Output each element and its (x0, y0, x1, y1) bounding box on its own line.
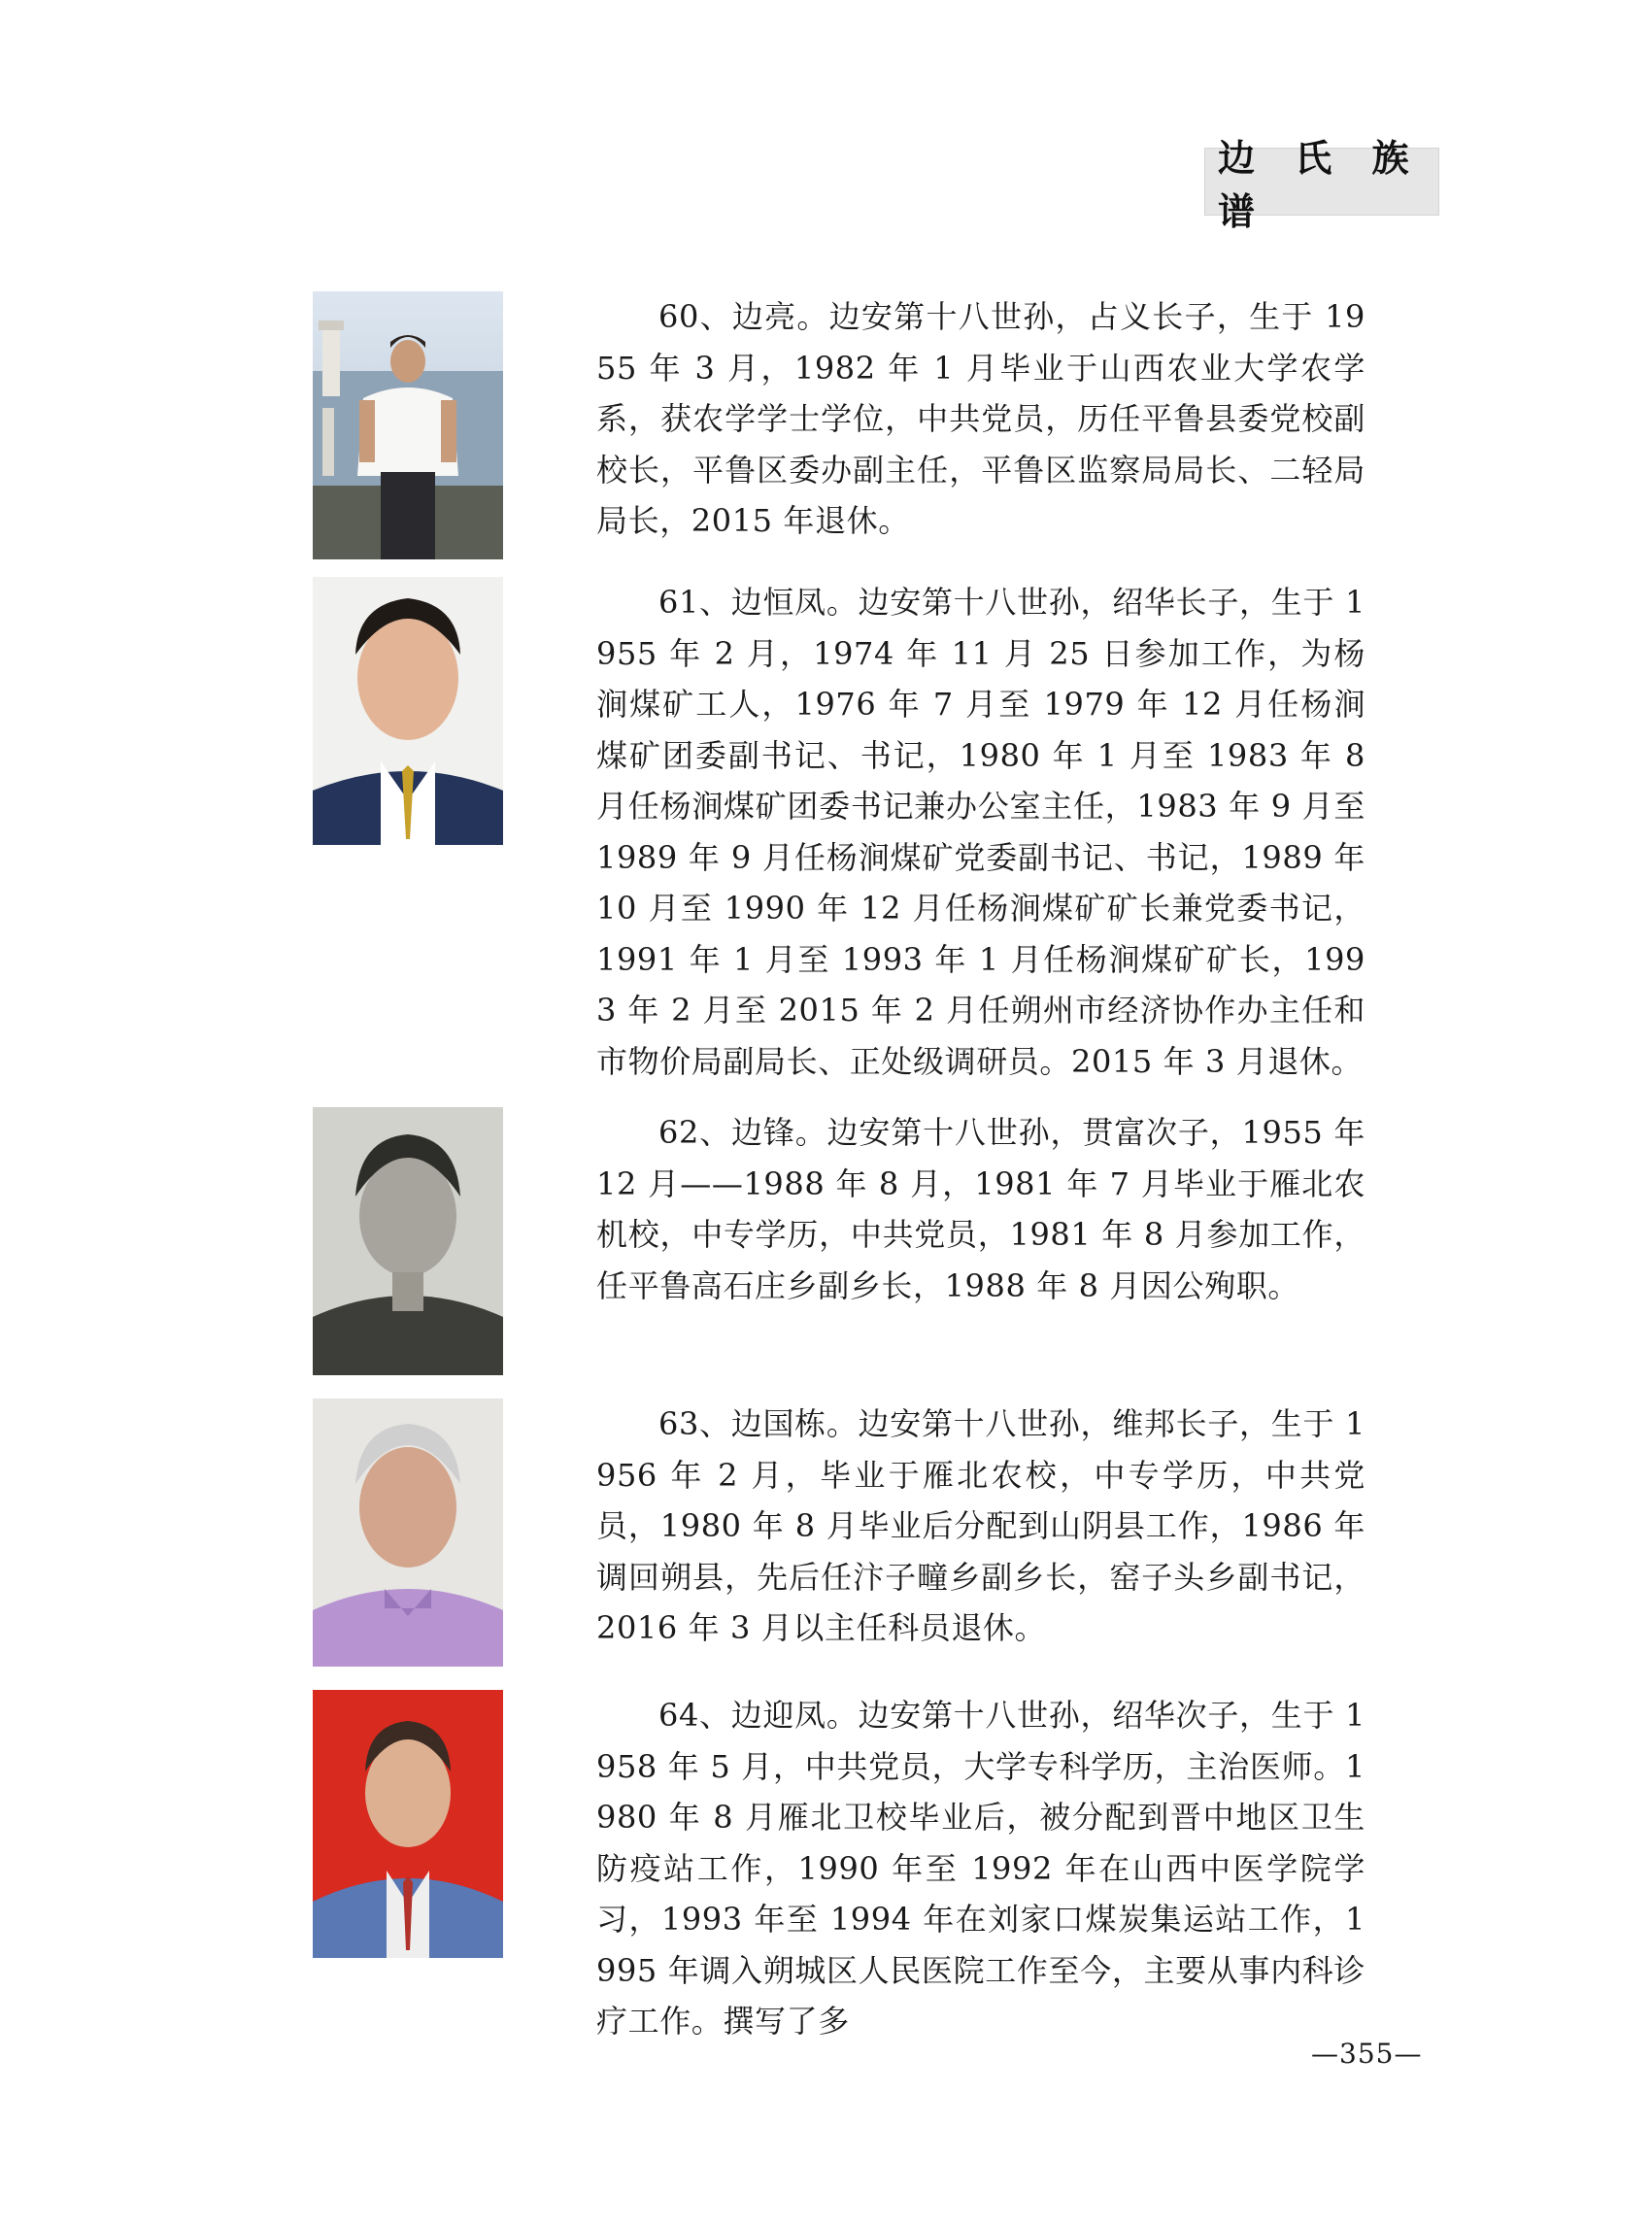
entry-text-60: 60、边亮。边安第十八世孙，占义长子，生于 1955 年 3 月，1982 年 1 月毕业于山西农业大学农学系，获农学学士学位，中共党员，历任平鲁县委党校副校长，平鲁区委办副主任，平鲁区监察局局长、二轻局局长，2015 年退休。 (596, 298, 1365, 539)
portrait-photo-61 (313, 577, 503, 845)
portrait-photo-62 (313, 1107, 503, 1375)
portrait-photo-63 (313, 1399, 503, 1667)
portrait-photo-64 (313, 1690, 503, 1958)
page-number: —355— (1311, 2038, 1423, 2070)
entry-text-62: 62、边锋。边安第十八世孙，贯富次子，1955 年 12 月——1988 年 8 月，1981 年 7 月毕业于雁北农机校，中专学历，中共党员，1981 年 8 月参加工作，任平鲁高石庄乡副乡长，1988 年 8 月因公殉职。 (596, 1114, 1365, 1304)
entry-text-63: 63、边国栋。边安第十八世孙，维邦长子，生于 1956 年 2 月，毕业于雁北农校，中专学历，中共党员，1980 年 8 月毕业后分配到山阴县工作，1986 年调回朔县，先后任汴子疃乡副乡长，窑子头乡副书记，2016 年 3 月以主任科员退休。 (596, 1405, 1365, 1646)
entry-text-61: 61、边恒凤。边安第十八世孙，绍华长子，生于 1955 年 2 月，1974 年 11 月 25 日参加工作，为杨涧煤矿工人，1976 年 7 月至 1979 年 12 月任杨涧煤矿团委副书记、书记，1980 年 1 月至 1983 年 8 月任杨涧煤矿团委书记兼办公室主任，1983 年 9 月至 1989 年 9 月任杨涧煤矿党委副书记、书记，1989 年 10 月至 1990 年 12 月任杨涧煤矿矿长兼党委书记，1991 年 1 月至 1993 年 1 月任杨涧煤矿矿长，1993 年 2 月至 2015 年 2 月任朔州市经济协作办主任和市物价局副局长、正处级调研员。2015 年 3 月退休。 (596, 584, 1365, 1080)
portrait-photo-60 (313, 291, 503, 559)
entry-text-64: 64、边迎凤。边安第十八世孙，绍华次子，生于 1958 年 5 月，中共党员，大学专科学历，主治医师。1980 年 8 月雁北卫校毕业后，被分配到晋中地区卫生防疫站工作，1990 年至 1992 年在山西中医学院学习，1993 年至 1994 年在刘家口煤炭集运站工作，1995 年调入朔城区人民医院工作至今，主要从事内科诊疗工作。撰写了多 (596, 1697, 1365, 2040)
header-title: 边 氏 族 谱 (1204, 148, 1439, 216)
